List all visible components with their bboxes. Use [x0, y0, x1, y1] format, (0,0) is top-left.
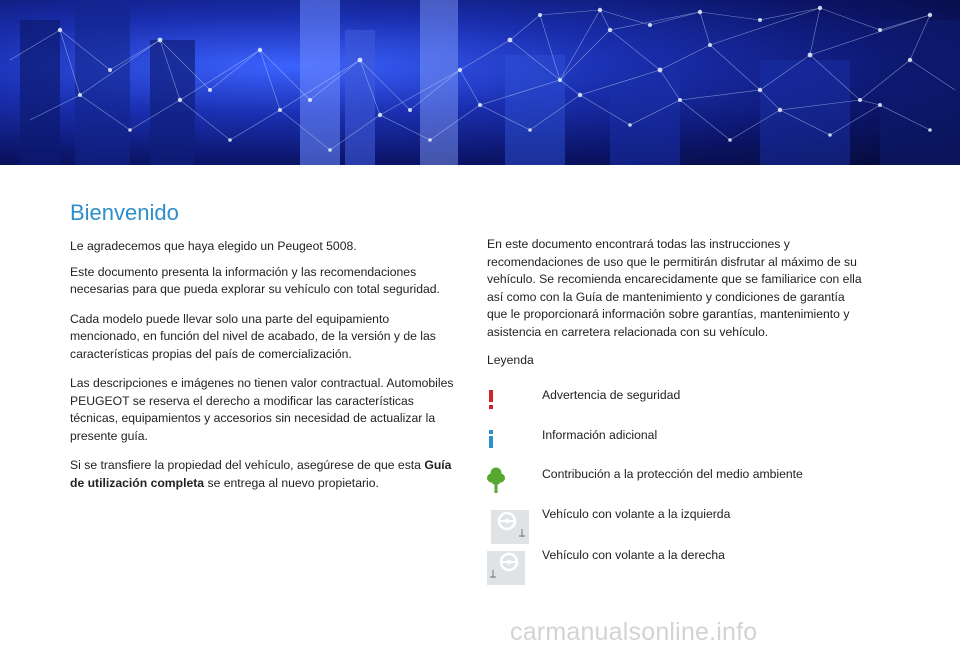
legend-label: Información adicional: [542, 428, 658, 442]
right-hand-drive-icon: [487, 546, 529, 586]
left-column: [70, 238, 455, 492]
legend-item-eco: [487, 465, 887, 505]
warning-icon: [487, 386, 529, 426]
paragraph: [70, 457, 455, 492]
paragraph: Le agradecemos que haya elegido un Peugeot 5008.: [70, 239, 357, 253]
paragraph: Este documento presenta la información y las recomendaciones necesarias para que pueda explorar su vehículo con total seguridad.: [70, 264, 440, 296]
paragraph: Cada modelo puede llevar solo una parte del equipamiento mencionado, en función del nivel de acabado, de la versión y de las características propias del país de comercialización.: [70, 311, 436, 361]
legend-item-lhd: [487, 505, 887, 545]
paragraph-text: Si se transfiere la propiedad del vehículo, asegúrese de que esta: [70, 458, 425, 472]
page-title: Bienvenido: [70, 200, 179, 225]
tree-icon: [487, 465, 529, 505]
guide-title: Guía de utilización completa: [70, 458, 452, 490]
paragraph-text: se entrega al nuevo propietario.: [204, 475, 379, 490]
legend-title: Leyenda: [487, 353, 534, 367]
legend-item-rhd: [487, 546, 887, 586]
legend-label: Advertencia de seguridad: [542, 388, 681, 402]
info-icon: [487, 426, 529, 466]
paragraph: En este documento encontrará todas las instrucciones y recomendaciones de uso que le permitirán disfrutar al máximo de su vehículo. Se recomienda encarecidamente que se familiarice con ella así como con la Guía de mantenimiento y condiciones de garantía que le proporcionará información sobre garantías, mantenimiento y asistencia en carretera relacionada con su vehículo.: [487, 237, 862, 339]
paragraph: Las descripciones e imágenes no tienen valor contractual. Automobiles PEUGEOT se reserva el derecho a modificar las características técnicas, equipamientos y accesorios sin necesidad de actualizar la presente guía.: [70, 376, 454, 443]
watermark: carmanualsonline.info: [510, 618, 758, 646]
legend-label: Vehículo con volante a la izquierda: [542, 507, 731, 521]
network-illustration: [0, 0, 960, 165]
legend-item-warning: [487, 386, 887, 426]
legend-label: Vehículo con volante a la derecha: [542, 548, 725, 562]
legend-item-info: [487, 426, 887, 466]
right-column: [487, 236, 867, 341]
left-hand-drive-icon: [487, 505, 529, 545]
legend-label: Contribución a la protección del medio ambiente: [542, 467, 803, 481]
hero-banner: [0, 0, 960, 165]
